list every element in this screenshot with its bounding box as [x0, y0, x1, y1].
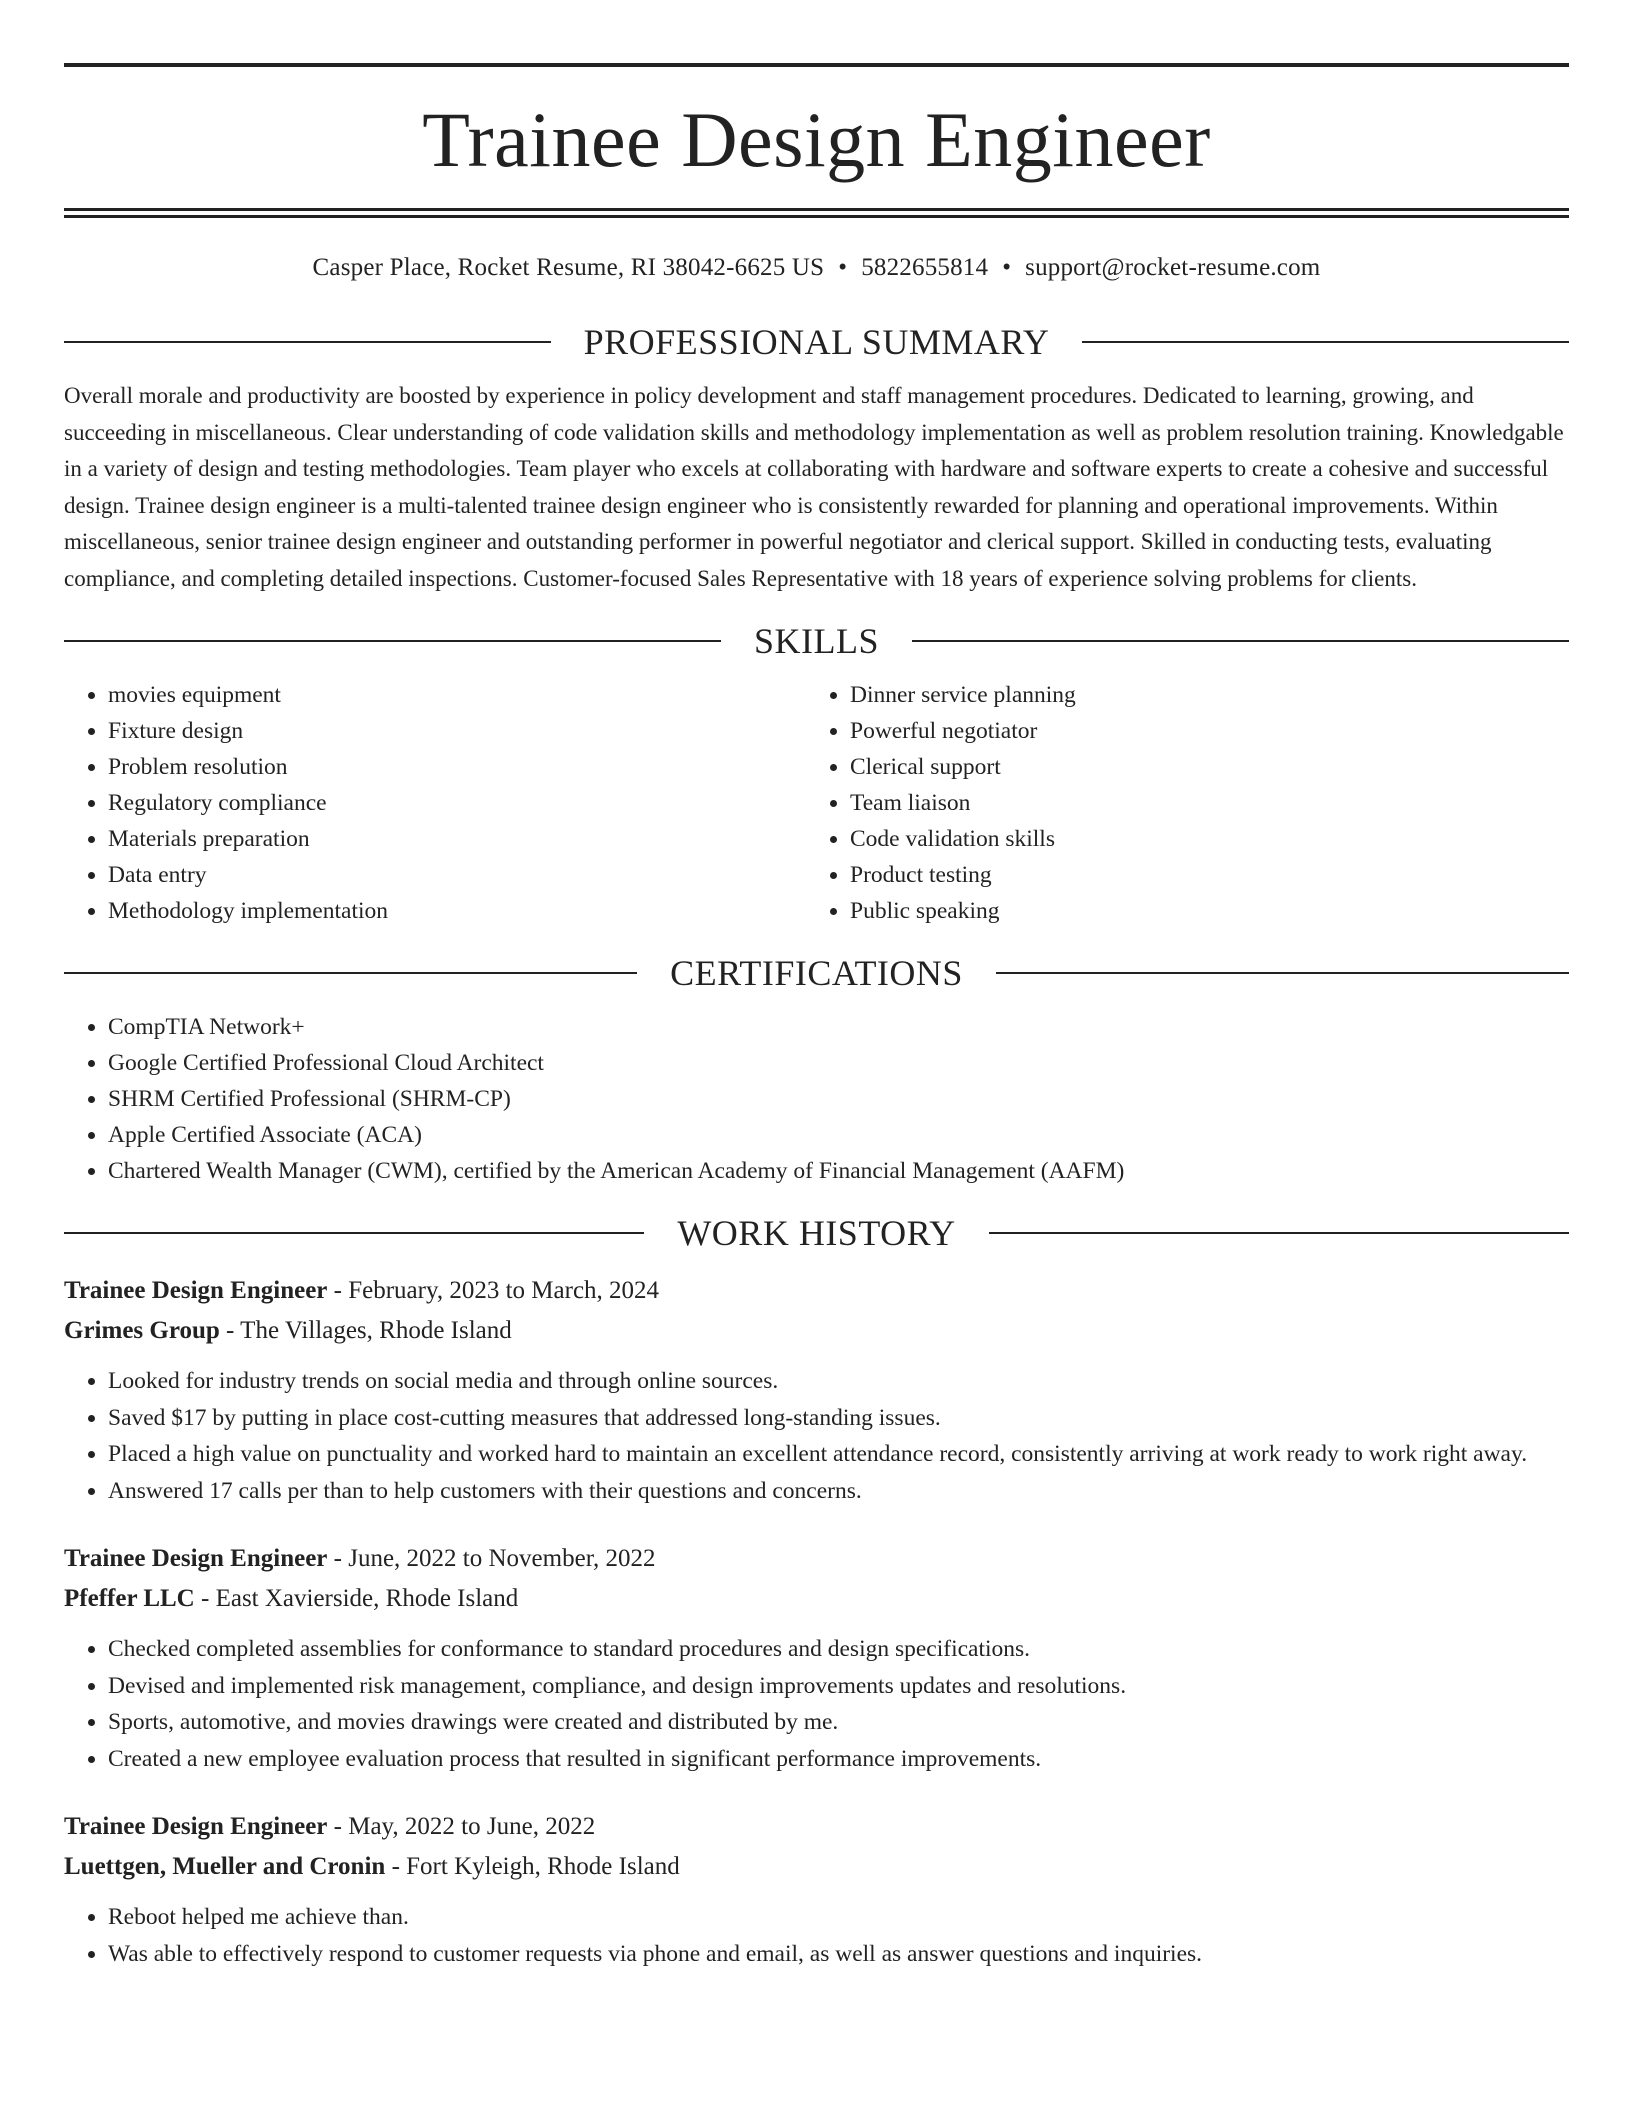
job-title-line: [64, 1271, 1569, 1311]
job-bullet: • Placed a high value on punctuality and worked hard to maintain an excellent attendance record, consistently arriving at work ready to work right away.: [108, 1436, 1569, 1473]
job-bullet: • Saved $17 by putting in place cost-cutting measures that addressed long-standing issues.: [108, 1400, 1569, 1437]
job-dates: - February, 2023 to March, 2024: [327, 1277, 660, 1304]
skill-item: • Methodology implementation: [108, 893, 806, 929]
heading-rule-right: [989, 1232, 1569, 1234]
skill-item: • Problem resolution: [108, 749, 806, 785]
heading-rule-left: [64, 341, 551, 343]
job-bullet: • Sports, automotive, and movies drawings were created and distributed by me.: [108, 1704, 1569, 1741]
resume-name: Trainee Design Engineer: [422, 96, 1211, 183]
skill-item: • movies equipment: [108, 677, 806, 713]
job-location: - East Xavierside, Rhode Island: [194, 1585, 519, 1612]
job-location: - Fort Kyleigh, Rhode Island: [385, 1853, 680, 1880]
job-company: Luettgen, Mueller and Cronin: [64, 1853, 386, 1880]
top-rule: [64, 63, 1569, 67]
contact-separator: •: [838, 254, 848, 281]
skills-columns: [64, 677, 1569, 929]
heading-rule-left: [64, 1232, 644, 1234]
contact-address: Casper Place, Rocket Resume, RI 38042-6625 US: [312, 254, 825, 281]
job-location: - The Villages, Rhode Island: [219, 1317, 512, 1344]
summary-text: Overall morale and productivity are boosted by experience in policy development and staff management procedures. Dedicated to learning, growing, and succeeding in miscellaneous. Clear understanding of code validation skills and methodology implementation as well as problem resolution training. Knowledgable in a variety of design and testing methodologies. Team player who excels at collaborating with hardware and software experts to create a cohesive and successful design. Trainee design engineer is a multi-talented trainee design engineer who is consistently rewarded for planning and operational improvements. Within miscellaneous, senior trainee design engineer and outstanding performer in powerful negotiator and clerical support. Skilled in conducting tests, evaluating compliance, and completing detailed inspections. Customer-focused Sales Representative with 18 years of experience solving problems for clients.: [64, 383, 1564, 591]
skill-item: • Clerical support: [850, 749, 1548, 785]
job-bullet: • Devised and implemented risk management, compliance, and design improvements updates and resolutions.: [108, 1668, 1569, 1705]
job-company: Pfeffer LLC: [64, 1585, 195, 1612]
job-bullet: • Reboot helped me achieve than.: [108, 1899, 1569, 1936]
section-heading-work-history: [64, 1211, 1569, 1255]
certifications-list: [64, 1009, 1569, 1189]
job-bullets: [64, 1631, 1569, 1777]
job-bullets: [64, 1899, 1569, 1972]
skill-item: • Code validation skills: [850, 821, 1548, 857]
skill-item: • Public speaking: [850, 893, 1548, 929]
heading-rule-left: [64, 640, 721, 642]
skill-item: • Team liaison: [850, 785, 1548, 821]
heading-rule-right: [1082, 341, 1569, 343]
certification-item: • SHRM Certified Professional (SHRM-CP): [108, 1081, 1569, 1117]
contact-email: support@rocket-resume.com: [1025, 254, 1321, 281]
job-company-line: [64, 1847, 1569, 1887]
job-bullet: • Was able to effectively respond to customer requests via phone and email, as well as answer questions and inquiries.: [108, 1936, 1569, 1973]
heading-rule-right: [996, 972, 1569, 974]
skills-column-right: [806, 677, 1548, 929]
skills-list-left: [64, 677, 806, 929]
contact-separator: •: [1002, 254, 1012, 281]
job-bullet: • Answered 17 calls per than to help customers with their questions and concerns.: [108, 1473, 1569, 1510]
skill-item: • Fixture design: [108, 713, 806, 749]
heading-rule-left: [64, 972, 637, 974]
certification-item: • Google Certified Professional Cloud Architect: [108, 1045, 1569, 1081]
heading-rule-right: [912, 640, 1569, 642]
job-title-line: [64, 1539, 1569, 1579]
job-entry: [64, 1271, 1569, 1509]
job-bullets: [64, 1363, 1569, 1509]
skill-item: • Product testing: [850, 857, 1548, 893]
job-entry: [64, 1807, 1569, 1972]
job-entry: [64, 1539, 1569, 1777]
resume-page: [64, 0, 1569, 1972]
skill-item: • Data entry: [108, 857, 806, 893]
certification-item: • Apple Certified Associate (ACA): [108, 1117, 1569, 1153]
certification-item: • Chartered Wealth Manager (CWM), certified by the American Academy of Financial Management (AAFM): [108, 1153, 1569, 1189]
section-title: CERTIFICATIONS: [670, 953, 963, 993]
skill-item: • Materials preparation: [108, 821, 806, 857]
section-title: PROFESSIONAL SUMMARY: [583, 322, 1050, 362]
skill-item: • Powerful negotiator: [850, 713, 1548, 749]
skills-column-left: [64, 677, 806, 929]
certification-item: • CompTIA Network+: [108, 1009, 1569, 1045]
job-dates: - June, 2022 to November, 2022: [327, 1545, 656, 1572]
skill-item: • Dinner service planning: [850, 677, 1548, 713]
job-bullet: • Checked completed assemblies for conformance to standard procedures and design specifications.: [108, 1631, 1569, 1668]
job-title: Trainee Design Engineer: [64, 1813, 328, 1840]
job-title: Trainee Design Engineer: [64, 1277, 328, 1304]
job-company-line: [64, 1311, 1569, 1351]
job-bullet: • Created a new employee evaluation process that resulted in significant performance improvements.: [108, 1741, 1569, 1778]
contact-phone: 5822655814: [861, 254, 989, 281]
job-bullet: • Looked for industry trends on social media and through online sources.: [108, 1363, 1569, 1400]
section-title: SKILLS: [754, 621, 880, 661]
section-title: WORK HISTORY: [677, 1213, 956, 1253]
job-company-line: [64, 1579, 1569, 1619]
skills-list-right: [806, 677, 1548, 929]
section-heading-summary: [64, 320, 1569, 364]
job-title-line: [64, 1807, 1569, 1847]
double-rule: [64, 208, 1569, 218]
skill-item: • Regulatory compliance: [108, 785, 806, 821]
section-heading-certifications: [64, 951, 1569, 995]
contact-line: [64, 251, 1569, 285]
section-heading-skills: [64, 619, 1569, 663]
job-company: Grimes Group: [64, 1317, 220, 1344]
job-dates: - May, 2022 to June, 2022: [327, 1813, 596, 1840]
job-title: Trainee Design Engineer: [64, 1545, 328, 1572]
